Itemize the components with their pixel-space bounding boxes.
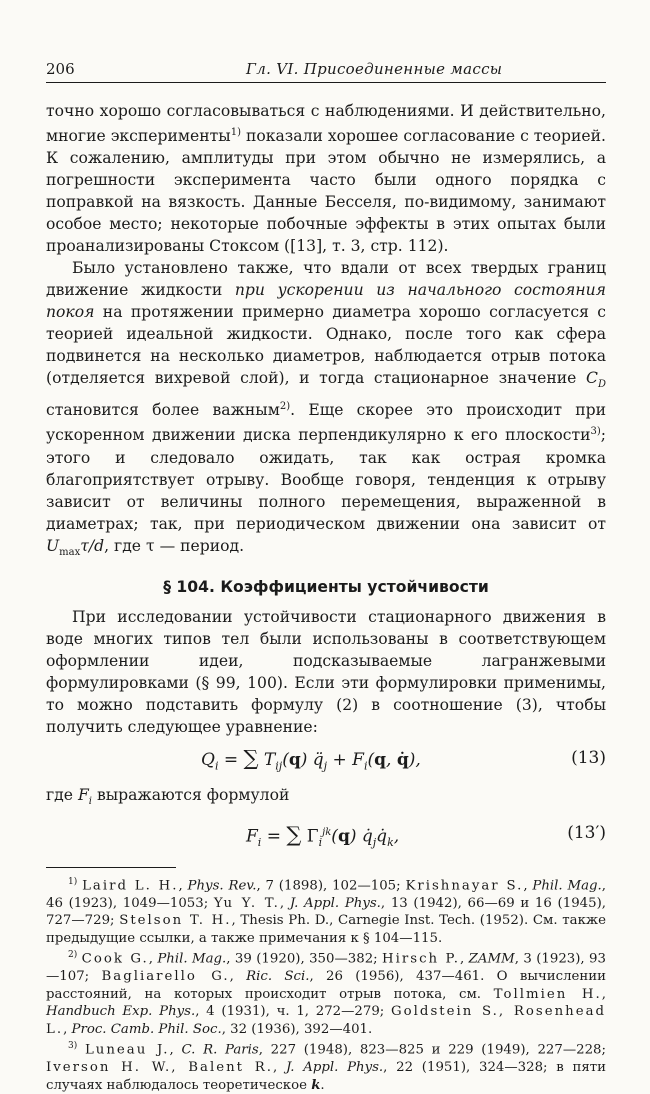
paragraph-1: точно хорошо согласовываться с наблюдениями. И действительно, многие эксперименты$^{1)}$ показали хорошее согласование с теорией. К сожалению, амплитуды при этом обычно не измерялись, а погрешности эксперимента часто были одного порядка с поправкой на вязкость. Данные Бесселя, по-видимому, занимают особое место; некоторые побочные эффекты в этих опытах были проанализированы Стоксом ([13], т. 3, стр. 112). [46,102,606,256]
formula-intro: где $F_i$ выражаются формулой [46,785,290,807]
paragraph-2: Было установлено также, что вдали от всех твердых границ движение жидкости при ускорении из начального состояния покоя на протяжении примерно диаметра хорошо согласуется с теорией идеальной жидкости. Однако, после того как сфера подвинется на несколько диаметров, наблюдается отрыв потока (отделяется вихревой слой), и тогда стационарное значение $C_D$ становится более важным$^{2)}$. Еще скорее это происходит при ускоренном движении диска перпендикулярно к его плоскости$^{3)}$; этого и следовало ожидать, так как острая кромка благоприятствует отрыву. Вообще говоря, тенденция к отрыву зависит от величины полного перемещения, выраженной в диаметрах; так, при периодическом движении она зависит от $U_{max}\tau/d$, где τ — период. [46,259,606,558]
footnote-3: $^{3)}$ Luneau J., C. R. Paris, 227 (1948), 823—825 и 229 (1949), 227—228; Iverson H. W., Balent R., J. Appl. Phys., 22 (1951), 324—328; в пяти случаях наблюдалось теоретическое k. [46,1041,606,1093]
running-title: Гл. VI. Присоединенные массы [246,60,503,78]
equation-13-prime-number: (13′) [567,822,606,843]
footnote-2: $^{2)}$ Cook G., Phil. Mag., 39 (1920), 350—382; Hirsch P., ZAMM, 3 (1923), 93—107; Bagliarello G., Ric. Sci., 26 (1956), 437—461. О вычислении расстояний, на которых происходит отрыв потока, см. Tollmien H., Handbuch Exp. Phys., 4 (1931), ч. 1, 272—279; Goldstein S., Rosenhead L., Proc. Camb. Phil. Soc., 32 (1936), 392—401. [46,950,607,1037]
section-title: § 104. Коэффициенты устойчивости [163,577,489,596]
equation-13-number: (13) [571,747,606,768]
footnote-divider [46,867,176,868]
page-header [46,56,606,83]
footnote-ref-1[interactable]: 1) [230,127,241,138]
footnote-ref-2[interactable]: 2) [279,401,291,413]
footnote-ref-3[interactable]: 3) [590,426,601,438]
page-number: 206 [46,60,75,78]
equation-13-prime-formula: $F_i$ = ∑ $\Gamma_i^{jk}(q)$ $q̇_jq̇_k$, [246,822,400,849]
equation-13 [46,738,606,778]
equation-13-formula: $Q_i$ = ∑ $T_{ij}(q)$ $q̈_j + F_i(q$, q̇), [201,745,421,773]
book-page [46,56,606,1094]
equation-13-prime [46,813,606,853]
paragraph-3: При исследовании устойчивости стационарного движения в воде многих типов тел были использованы в соответствующем оформлении идеи, подсказываемые лагранжевыми формулировками (§ 99, 100). Если эти формулировки применимы, то можно подставить формулу (2) в соотношение (3), чтобы получить следующее уравнение: [46,607,606,736]
footnote-1: $^{1)}$ Laird L. H., Phys. Rev., 7 (1898), 102—105; Krishnayar S., Phil. Mag., 46 (1923), 1049—1053; Yu Y. T., J. Appl. Phys., 13 (1942), 66—69 и 16 (1945), 727—729; Stelson T. H., Thesis Ph. D., Carnegie Inst. Tech. (1952). См. также предыдущие ссылки, а также примечания к § 104—115. [46,876,606,946]
